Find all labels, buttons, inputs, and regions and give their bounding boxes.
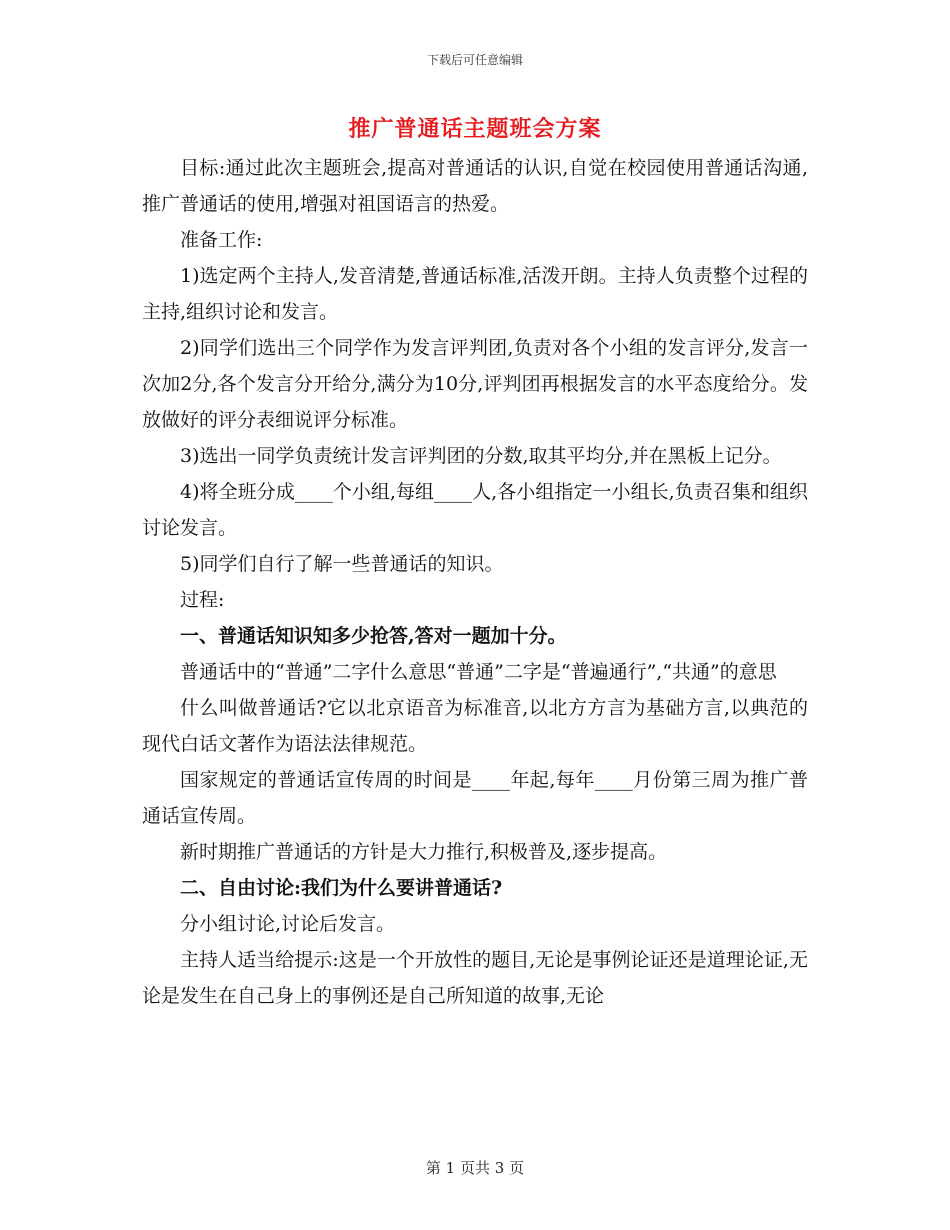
- paragraph-prep-item-2: 2)同学们选出三个同学作为发言评判团,负责对各个小组的发言评分,发言一次加2分,各个发言分开给分,满分为10分,评判团再根据发言的水平态度给分。发放做好的评分表细说评分标准。: [142, 337, 808, 431]
- paragraph-prep-item-4: 4)将全班分成____个小组,每组____人,各小组指定一小组长,负责召集和组织讨论发言。: [142, 481, 808, 539]
- page-header-note: 下载后可任意编辑: [426, 53, 523, 67]
- paragraph-process-heading: 过程:: [180, 589, 225, 611]
- paragraph-host-hint: 主持人适当给提示:这是一个开放性的题目,无论是事例论证还是道理论证,无论是发生在自己身上的事例还是自己所知道的故事,无论: [142, 949, 808, 1007]
- paragraph-prep-item-5: 5)同学们自行了解一些普通话的知识。: [180, 553, 504, 575]
- document-body: [142, 150, 808, 1014]
- section-heading-2: 二、自由讨论:我们为什么要讲普通话?: [180, 877, 503, 899]
- paragraph-policy: 新时期推广普通话的方针是大力推行,积极普及,逐步提高。: [180, 841, 668, 863]
- paragraph-question-definition: 什么叫做普通话?它以北京语音为标准音,以北方方言为基础方言,以典范的现代白话文著作为语法法律规范。: [142, 697, 808, 755]
- section-heading-1: 一、普通话知识知多少抢答,答对一题加十分。: [180, 625, 567, 647]
- paragraph-question-putong: 普通话中的“普通”二字什么意思“普通”二字是“普遍通行”,“共通”的意思: [180, 661, 777, 683]
- paragraph-goal: 目标:通过此次主题班会,提高对普通话的认识,自觉在校园使用普通话沟通,推广普通话的使用,增强对祖国语言的热爱。: [142, 157, 808, 215]
- paragraph-question-week: 国家规定的普通话宣传周的时间是____年起,每年____月份第三周为推广普通话宣传周。: [142, 769, 808, 827]
- document-title: 推广普通话主题班会方案: [348, 116, 602, 142]
- paragraph-preparation-heading: 准备工作:: [180, 229, 263, 251]
- paragraph-prep-item-3: 3)选出一同学负责统计发言评判团的分数,取其平均分,并在黑板上记分。: [180, 445, 782, 467]
- paragraph-group-discussion: 分小组讨论,讨论后发言。: [180, 913, 396, 935]
- page-number: 第 1 页共 3 页: [425, 1159, 525, 1177]
- paragraph-prep-item-1: 1)选定两个主持人,发音清楚,普通话标准,活泼开朗。主持人负责整个过程的主持,组织讨论和发言。: [142, 265, 808, 323]
